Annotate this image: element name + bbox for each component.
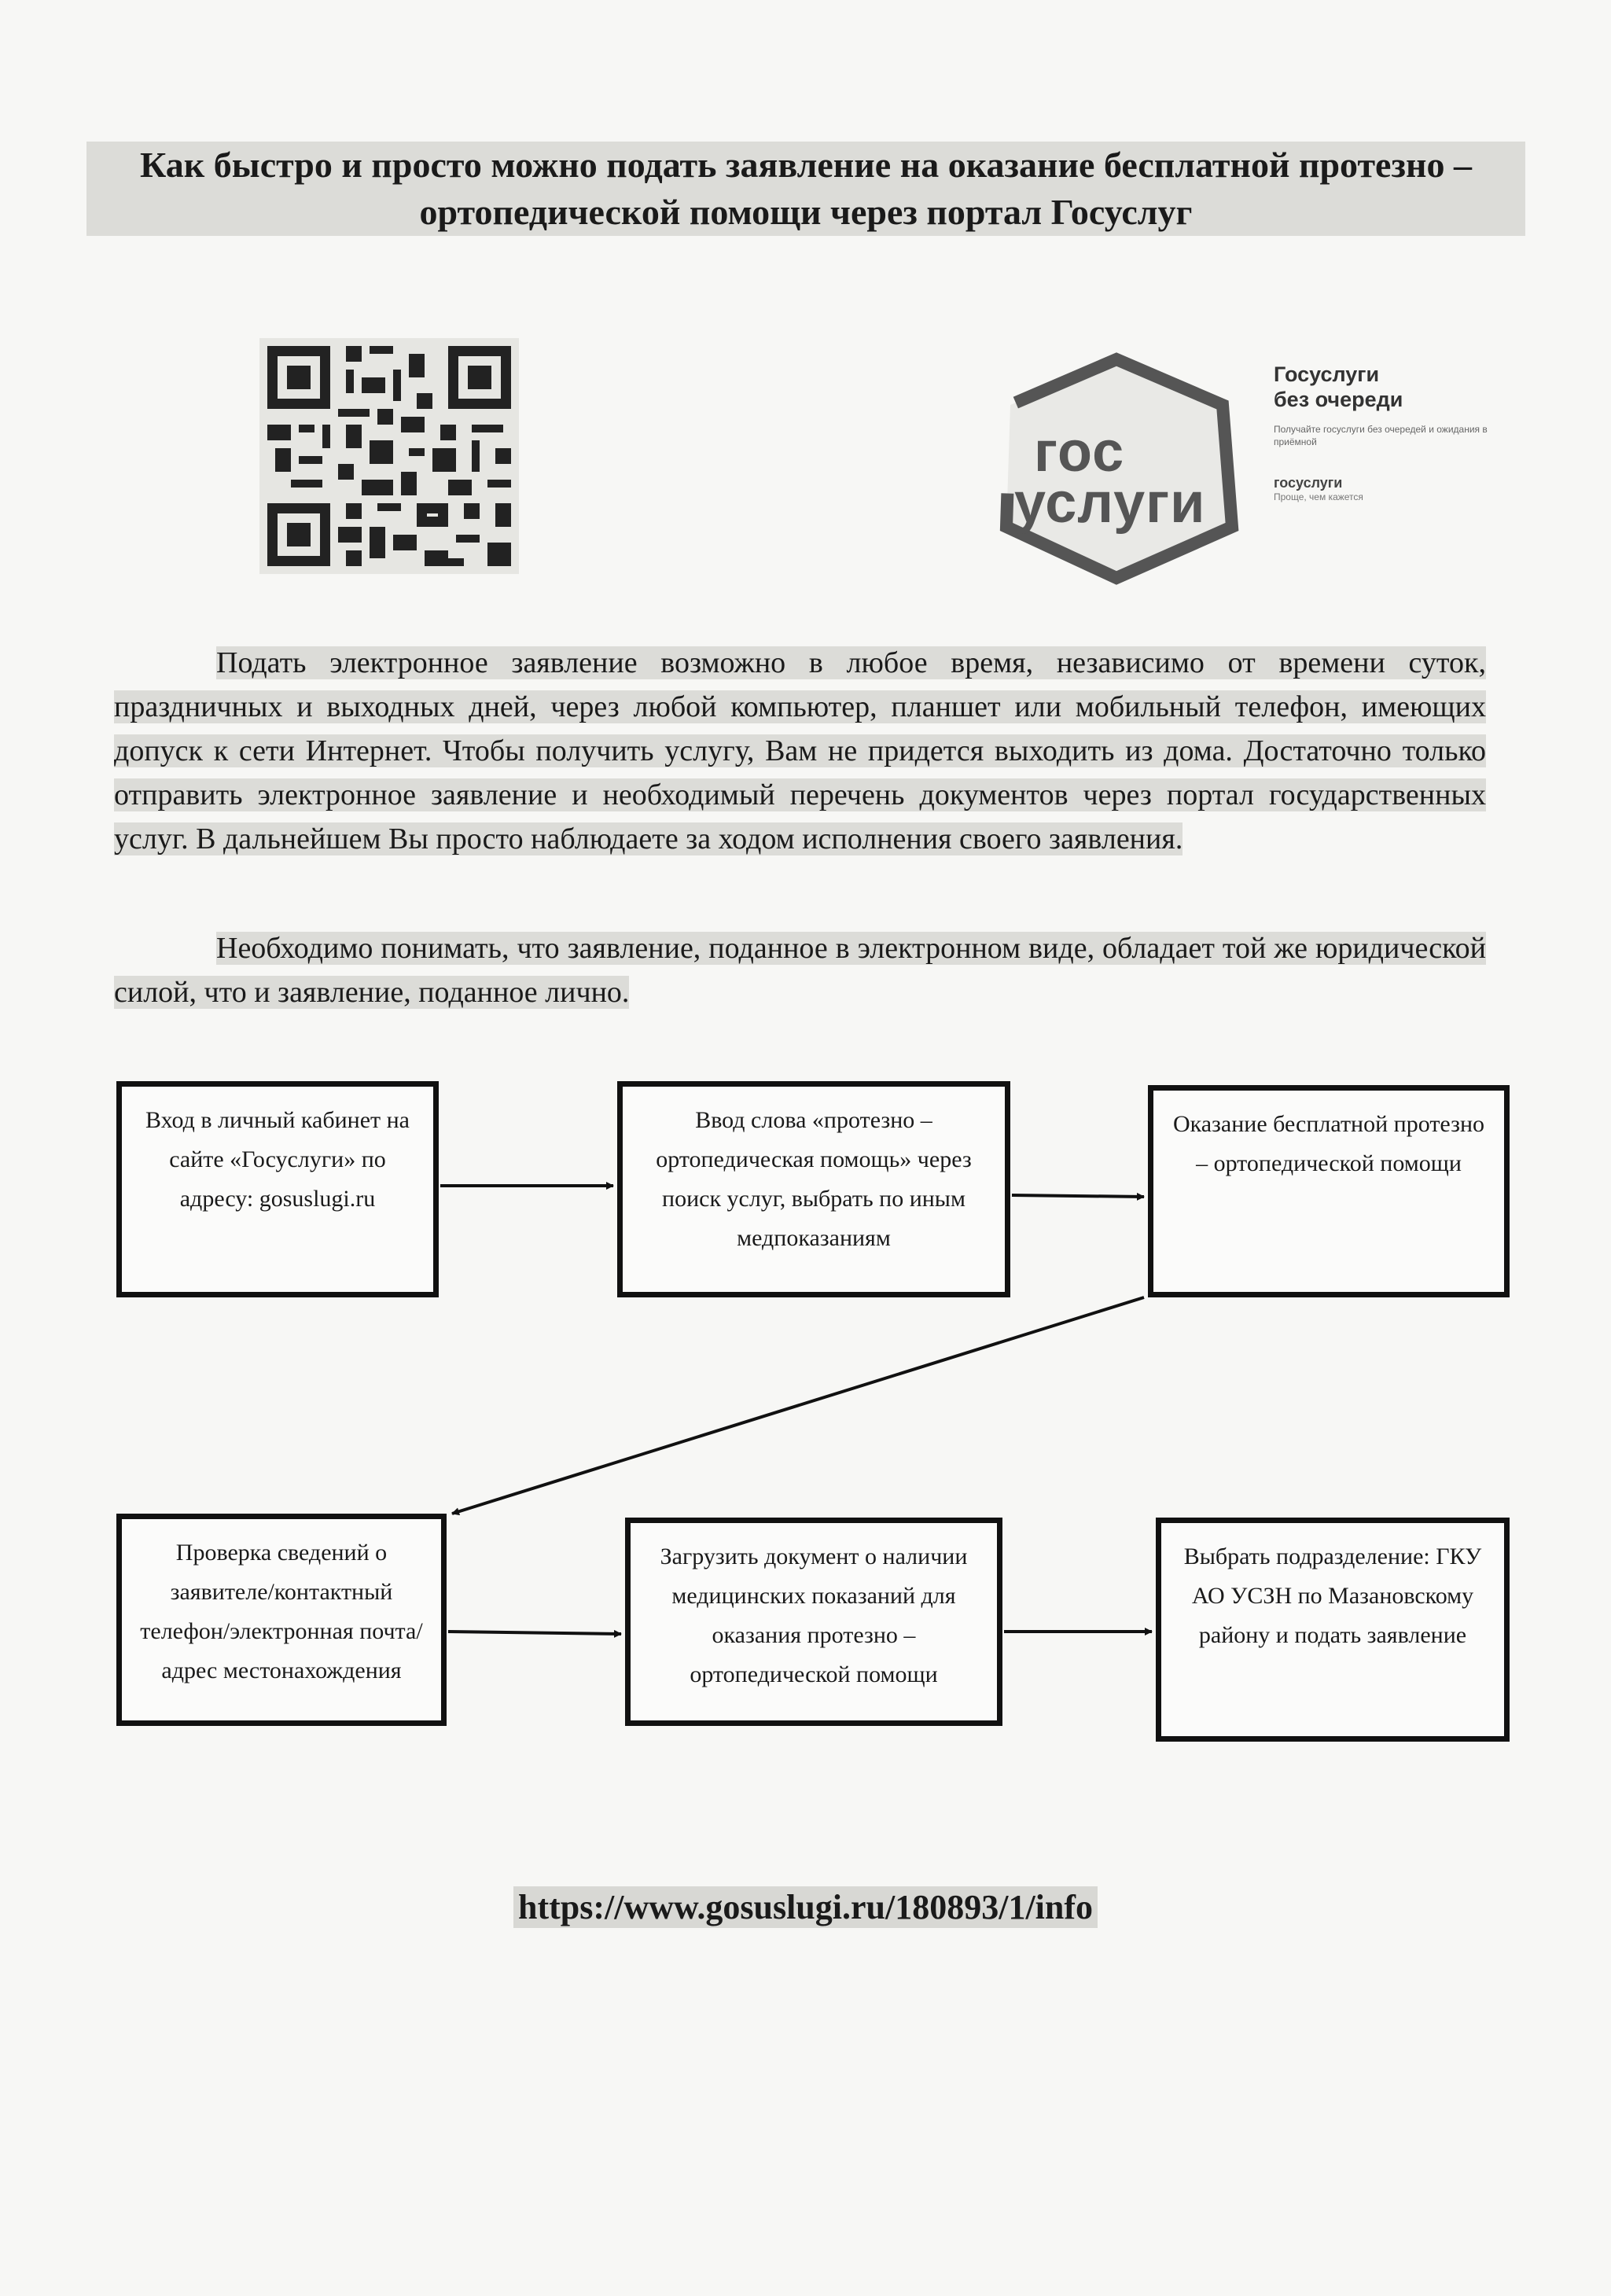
flow-step-6 bbox=[1156, 1518, 1510, 1742]
flow-step-1 bbox=[116, 1081, 439, 1297]
flow-step-6-text: Выбрать подразделение: ГКУ АО УСЗН по Мазановскому району и подать заявление bbox=[1183, 1544, 1482, 1648]
paragraph-2-text: Необходимо понимать, что заявление, поданное в электронном виде, обладает той же юридической силой, что и заявление, поданное лично. bbox=[114, 932, 1486, 1009]
flow-step-4 bbox=[116, 1514, 447, 1726]
logo-text-gos: гос bbox=[1034, 421, 1125, 484]
title-line-2: ортопедической помощи через портал Госуслуг bbox=[419, 192, 1193, 232]
flow-step-2 bbox=[617, 1081, 1010, 1297]
flow-step-3-text: Оказание бесплатной протезно – ортопедической помощи bbox=[1172, 1111, 1485, 1176]
paragraph-1 bbox=[114, 641, 1486, 861]
ad-description: Получайте госуслуги без очередей и ожидания в приёмной bbox=[1274, 424, 1488, 447]
flow-step-5 bbox=[625, 1518, 1002, 1726]
flow-step-1-text: Вход в личный кабинет на сайте «Госуслуги» по адресу: gosuslugi.ru bbox=[145, 1107, 410, 1212]
service-url-text: https://www.gosuslugi.ru/180893/1/info bbox=[513, 1886, 1098, 1928]
ad-slogan: Проще, чем кажется bbox=[1274, 491, 1363, 502]
ad-site: госуслуги bbox=[1274, 475, 1343, 491]
arrow-3-4 bbox=[452, 1297, 1144, 1514]
paragraph-2 bbox=[114, 926, 1486, 1014]
flow-step-2-text: Ввод слова «протезно – ортопедическая помощь» через поиск услуг, выбрать по иным медпоказаниям bbox=[656, 1107, 972, 1251]
gosuslugi-ad bbox=[1274, 362, 1510, 502]
paragraph-1-text: Подать электронное заявление возможно в любое время, независимо от времени суток, праздничных и выходных дней, через любой компьютер, планшет или мобильный телефон, имеющих допуск к сети Интернет. Чтобы получить услугу, Вам не придется выходить из дома. Достаточно только отправить электронное заявление и необходимый перечень документов через портал государственных услуг. В дальнейшем Вы просто наблюдаете за ходом исполнения своего заявления. bbox=[114, 646, 1486, 855]
logo-text-uslugi: услуги bbox=[1014, 472, 1206, 535]
flow-step-5-text: Загрузить документ о наличии медицинских показаний для оказания протезно – ортопедической помощи bbox=[660, 1544, 968, 1687]
arrow-4-5 bbox=[448, 1632, 621, 1634]
page-title bbox=[86, 142, 1525, 236]
ad-heading-1: Госуслуги bbox=[1274, 362, 1380, 386]
gosuslugi-logo bbox=[987, 350, 1246, 586]
ad-heading-2: без очереди bbox=[1274, 388, 1403, 411]
arrow-2-3 bbox=[1012, 1195, 1144, 1197]
service-url bbox=[0, 1887, 1611, 1927]
title-line-1: Как быстро и просто можно подать заявление на оказание бесплатной протезно – bbox=[140, 145, 1472, 185]
flow-step-4-text: Проверка сведений о заявителе/контактный телефон/электронная почта/адрес местонахождения bbox=[140, 1540, 423, 1683]
flow-step-3 bbox=[1148, 1085, 1510, 1297]
qr-code-icon bbox=[259, 338, 519, 574]
